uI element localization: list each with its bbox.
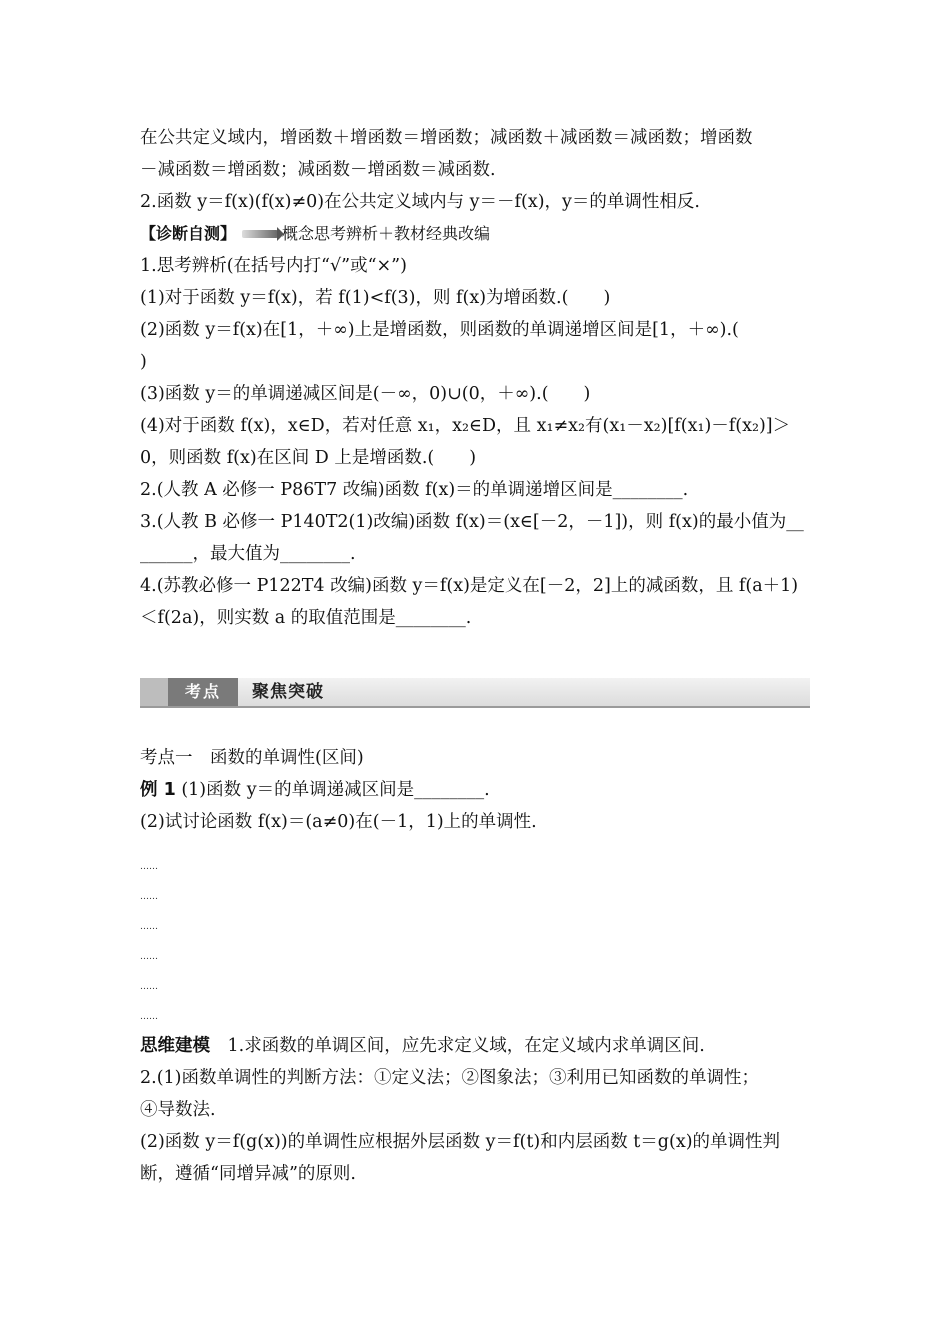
exercise-line: 1.思考辨析(在括号内打“√”或“×”) <box>140 256 407 276</box>
dotted-answer-line: …… <box>140 892 158 902</box>
example-line: (2)试讨论函数 f(x)＝(a≠0)在(－1，1)上的单调性. <box>140 812 537 832</box>
exercise-line: 4.(苏教必修一 P122T4 改编)函数 y＝f(x)是定义在[－2，2]上的减函数，且 f(a＋1) <box>140 576 799 596</box>
text-line: 2.函数 y＝f(x)(f(x)≠0)在公共定义域内与 y＝－f(x)，y＝的单调性相反. <box>140 192 700 212</box>
diagnosis-label: 【诊断自测】 <box>140 224 237 243</box>
text-line: 在公共定义域内，增函数＋增函数＝增函数；减函数＋减函数＝减函数；增函数 <box>140 128 753 148</box>
diagnosis-banner <box>140 218 810 250</box>
section-title: 聚焦突破 <box>252 682 324 702</box>
diagnosis-subtitle: 概念思考辨析＋教材经典改编 <box>282 224 491 243</box>
top-content <box>140 122 810 634</box>
section-header-bar <box>140 678 810 708</box>
text-line: －减函数＝增函数；减函数－增函数＝减函数. <box>140 160 496 180</box>
dotted-answer-line: …… <box>140 982 158 992</box>
example-line <box>140 774 810 806</box>
siwei-line: ④导数法. <box>140 1100 216 1120</box>
exercise-line: 0，则函数 f(x)在区间 D 上是增函数.( ) <box>140 448 477 468</box>
dotted-answer-line: …… <box>140 922 158 932</box>
section-tag: 考点 <box>168 678 238 706</box>
exercise-line: ______，最大值为________. <box>140 544 356 564</box>
siwei-label: 思维建模 <box>140 1036 210 1056</box>
example-text: (1)函数 y＝的单调递减区间是________. <box>175 780 490 800</box>
siwei-line: 2.(1)函数单调性的判断方法：①定义法；②图象法；③利用已知函数的单调性； <box>140 1068 759 1088</box>
siwei-line <box>140 1030 810 1062</box>
dotted-answer-line: …… <box>140 1012 158 1022</box>
exercise-line: 2.(人教 A 必修一 P86T7 改编)函数 f(x)＝的单调递增区间是________. <box>140 480 689 500</box>
exercise-line: ) <box>140 352 147 372</box>
kaodian-heading: 考点一 函数的单调性(区间) <box>140 748 364 768</box>
example-label: 例 1 <box>140 780 176 800</box>
exercise-line: 3.(人教 B 必修一 P140T2(1)改编)函数 f(x)＝(x∈[－2，－1])，则 f(x)的最小值为__ <box>140 512 804 532</box>
section-bar-accent <box>140 678 168 706</box>
exercise-line: (4)对于函数 f(x)，x∈D，若对任意 x₁，x₂∈D，且 x₁≠x₂有(x₁－x₂)[f(x₁)－f(x₂)]＞ <box>140 416 791 436</box>
dotted-answer-line: …… <box>140 862 158 872</box>
siwei-line: 断，遵循“同增异减”的原则. <box>140 1164 356 1184</box>
dotted-answer-line: …… <box>140 952 158 962</box>
exercise-line: (1)对于函数 y＝f(x)，若 f(1)<f(3)，则 f(x)为增函数.( ) <box>140 288 611 308</box>
exercise-line: (2)函数 y＝f(x)在[1，＋∞)上是增函数，则函数的单调递增区间是[1，＋∞).( <box>140 320 739 340</box>
siwei-content <box>140 1030 810 1190</box>
kaodian-content <box>140 742 810 1032</box>
exercise-line: (3)函数 y＝的单调递减区间是(－∞，0)∪(0，＋∞).( ) <box>140 384 591 404</box>
arrow-right-icon <box>242 230 278 238</box>
siwei-line: (2)函数 y＝f(g(x))的单调性应根据外层函数 y＝f(t)和内层函数 t＝g(x)的单调性判 <box>140 1132 781 1152</box>
siwei-text: 1.求函数的单调区间，应先求定义域，在定义域内求单调区间. <box>210 1036 705 1056</box>
exercise-line: ＜f(2a)，则实数 a 的取值范围是________. <box>140 608 472 628</box>
